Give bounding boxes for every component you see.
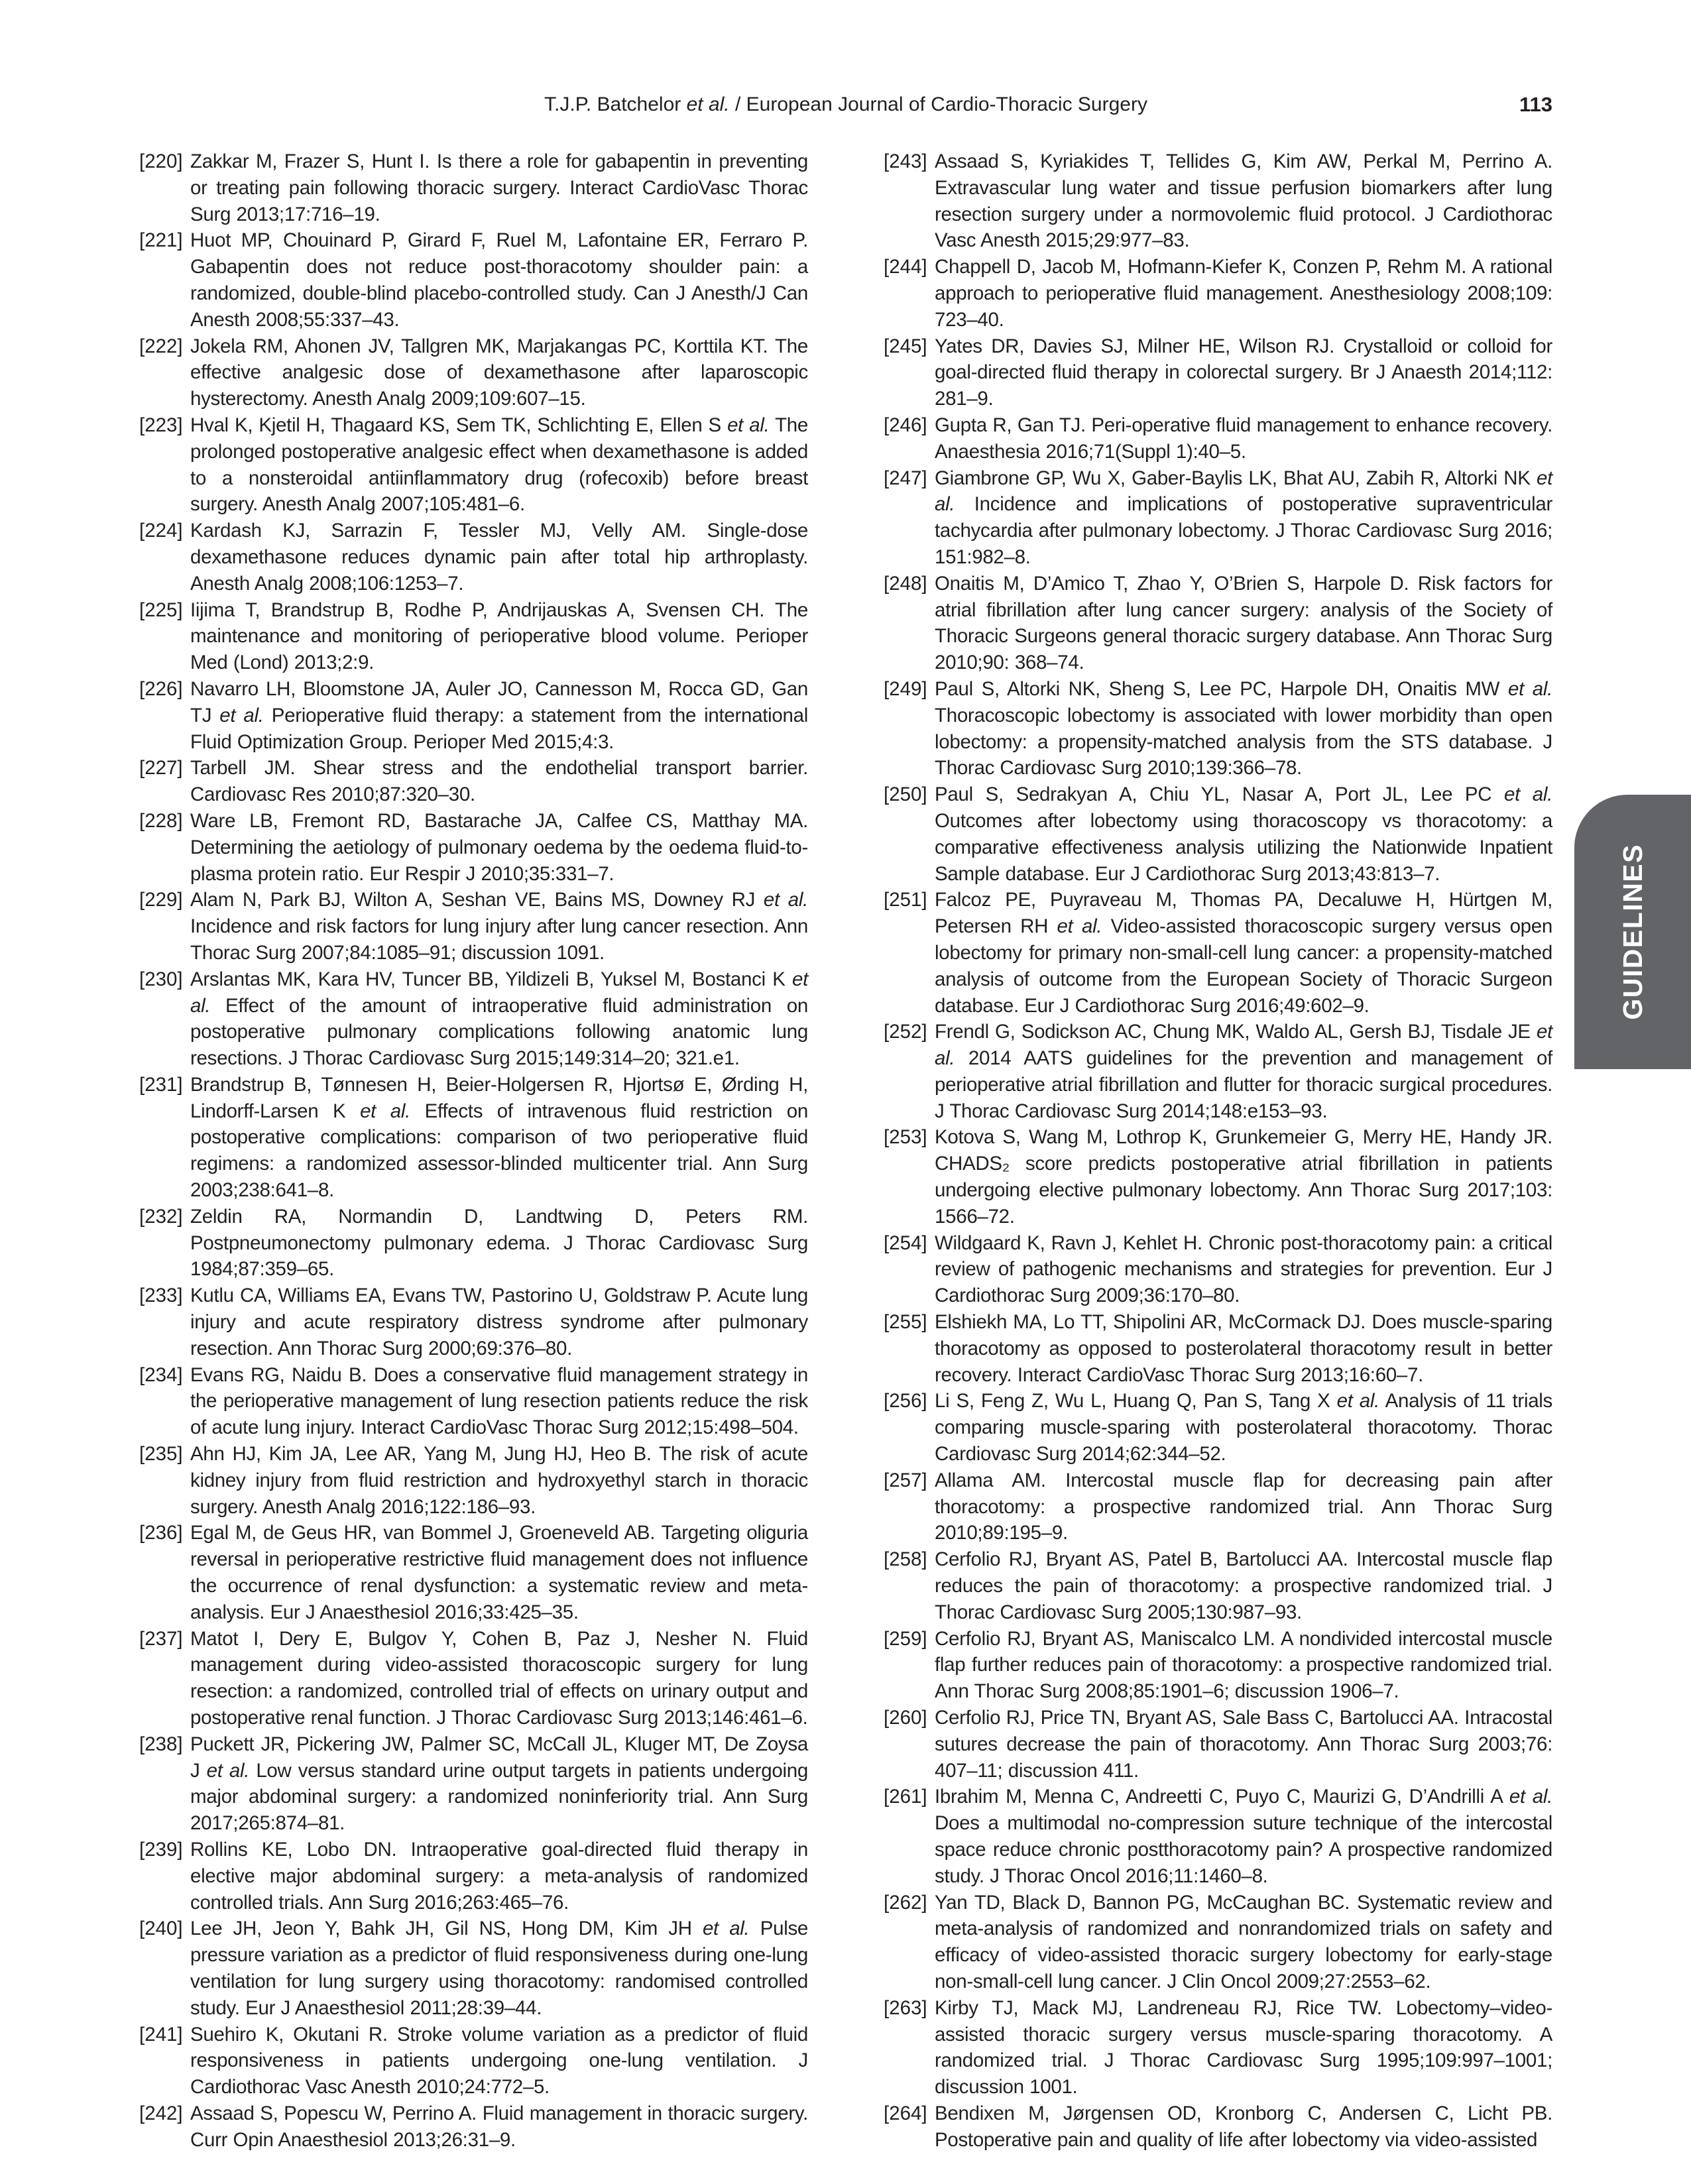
reference-text: Paul S, Altorki NK, Sheng S, Lee PC, Harpole DH, Onaitis MW et al. Thoracoscopic lobectomy is associated with lower morbidity than open lobectomy: a propensity-matched analysis from the STS database. J Thorac Cardiovasc Surg 2010;139:366–78.: [935, 677, 1552, 779]
reference-text: Brandstrup B, Tønnesen H, Beier-Holgersen R, Hjortsø E, Ørding H, Lindorff-Larsen K et al. Effects of intravenous fluid restriction on postoperative complications: comparison of two perioperative fluid regimens: a randomized assessor-blinded multicenter trial. Ann Surg 2003;238:641–8.: [190, 1073, 808, 1202]
reference-item: [139, 1626, 808, 1731]
reference-item: [884, 1890, 1552, 1995]
reference-number: [255]: [884, 1311, 927, 1334]
reference-text: Gupta R, Gan TJ. Peri-operative fluid management to enhance recovery. Anaesthesia 2016;71(Suppl 1):40–5.: [935, 414, 1552, 463]
reference-text: Tarbell JM. Shear stress and the endothelial transport barrier. Cardiovasc Res 2010;87:320–30.: [190, 757, 808, 806]
reference-item: [139, 1520, 808, 1625]
reference-number: [223]: [139, 414, 183, 436]
reference-number: [231]: [139, 1073, 183, 1096]
reference-item: [884, 1309, 1552, 1388]
reference-item: [884, 676, 1552, 781]
reference-number: [222]: [139, 335, 183, 357]
reference-number: [225]: [139, 599, 183, 621]
reference-number: [242]: [139, 2102, 183, 2124]
reference-number: [224]: [139, 520, 183, 542]
reference-number: [258]: [884, 1548, 927, 1571]
guidelines-tab-label: GUIDELINES: [1617, 844, 1648, 1020]
reference-item: [884, 1546, 1552, 1625]
reference-number: [238]: [139, 1733, 183, 1755]
references-column-right: [884, 148, 1552, 2154]
reference-item: [139, 518, 808, 597]
reference-text: Zeldin RA, Normandin D, Landtwing D, Peters RM. Postpneumonectomy pulmonary edema. J Thorac Cardiovasc Surg 1984;87:359–65.: [190, 1205, 808, 1281]
reference-item: [139, 1837, 808, 1916]
reference-item: [884, 1626, 1552, 1705]
reference-item: [139, 597, 808, 676]
reference-number: [240]: [139, 1918, 183, 1940]
reference-text: Hval K, Kjetil H, Thagaard KS, Sem TK, Schlichting E, Ellen S et al. The prolonged postoperative analgesic effect when dexamethasone is added to a nonsteroidal antiinflammatory drug (rofecoxib) before breast surgery. Anesth Analg 2007;105:481–6.: [190, 414, 809, 516]
reference-item: [139, 755, 808, 808]
guidelines-edge-tab: [1574, 795, 1691, 1069]
reference-item: [884, 254, 1552, 333]
reference-item: [884, 333, 1552, 412]
running-title: T.J.P. Batchelor et al. / European Journal of Cardio-Thoracic Surgery: [544, 93, 1147, 115]
reference-text: Cerfolio RJ, Bryant AS, Patel B, Bartolucci AA. Intercostal muscle flap reduces the pain of thoracotomy: a prospective randomized trial. J Thorac Cardiovasc Surg 2005;130:987–93.: [935, 1548, 1552, 1623]
reference-item: [884, 412, 1552, 465]
reference-number: [228]: [139, 809, 183, 832]
page-number: 113: [1519, 93, 1552, 116]
reference-item: [884, 1995, 1552, 2100]
reference-number: [244]: [884, 256, 927, 278]
reference-number: [229]: [139, 889, 183, 911]
reference-number: [226]: [139, 677, 183, 700]
reference-item: [139, 412, 808, 518]
reference-text: Arslantas MK, Kara HV, Tuncer BB, Yildizeli B, Yuksel M, Bostanci K et al. Effect of the amount of intraoperative fluid administration on postoperative pulmonary complications following anatomic lung resections. J Thorac Cardiovasc Surg 2015;149:314–20; 321.e1.: [190, 968, 808, 1070]
reference-number: [256]: [884, 1390, 927, 1412]
reference-number: [261]: [884, 1786, 927, 1808]
reference-number: [243]: [884, 150, 927, 172]
reference-number: [220]: [139, 150, 183, 172]
reference-text: Rollins KE, Lobo DN. Intraoperative goal-directed fluid therapy in elective major abdominal surgery: a meta-analysis of randomized controlled trials. Ann Surg 2016;263:465–76.: [190, 1839, 808, 1914]
reference-item: [139, 148, 808, 227]
reference-item: [884, 148, 1552, 254]
reference-item: [139, 966, 808, 1072]
reference-text: Evans RG, Naidu B. Does a conservative fluid management strategy in the perioperative management of lung resection patients reduce the risk of acute lung injury. Interact CardioVasc Thorac Surg 2012;15:498–504.: [190, 1363, 808, 1439]
reference-text: Huot MP, Chouinard P, Girard F, Ruel M, Lafontaine ER, Ferraro P. Gabapentin does not reduce post-thoracotomy shoulder pain: a randomized, double-blind placebo-controlled study. Can J Anesth/J Can Anesth 2008;55:337–43.: [190, 229, 808, 331]
reference-number: [254]: [884, 1232, 927, 1254]
reference-item: [139, 1204, 808, 1283]
reference-number: [227]: [139, 757, 183, 779]
reference-text: Puckett JR, Pickering JW, Palmer SC, McCall JL, Kluger MT, De Zoysa J et al. Low versus standard urine output targets in patients undergoing major abdominal surgery: a randomized noninferiority trial. Ann Surg 2017;265:874–81.: [190, 1733, 808, 1835]
reference-item: [884, 571, 1552, 676]
reference-text: Ibrahim M, Menna C, Andreetti C, Puyo C, Maurizi G, D’Andrilli A et al. Does a multimodal no-compression suture technique of the intercostal space reduce chronic postthoracotomy pain? A prospective randomized study. J Thorac Oncol 2016;11:1460–8.: [935, 1786, 1552, 1887]
reference-text: Ahn HJ, Kim JA, Lee AR, Yang M, Jung HJ, Heo B. The risk of acute kidney injury from fluid restriction and hydroxyethyl starch in thoracic surgery. Anesth Analg 2016;122:186–93.: [190, 1443, 808, 1518]
reference-number: [262]: [884, 1891, 927, 1914]
reference-item: [139, 1283, 808, 1361]
reference-number: [230]: [139, 968, 183, 990]
reference-item: [139, 227, 808, 333]
reference-item: [884, 1388, 1552, 1467]
reference-number: [257]: [884, 1469, 927, 1491]
page-header: [139, 91, 1552, 119]
reference-text: Paul S, Sedrakyan A, Chiu YL, Nasar A, Port JL, Lee PC et al. Outcomes after lobectomy using thoracoscopy vs thoracotomy: a comparative effectiveness analysis utilizing the Nationwide Inpatient Sample database. Eur J Cardiothorac Surg 2013;43:813–7.: [935, 783, 1553, 885]
reference-number: [259]: [884, 1627, 927, 1650]
reference-text: Egal M, de Geus HR, van Bommel J, Groeneveld AB. Targeting oliguria reversal in perioperative restrictive fluid management does not influence the occurrence of renal dysfunction: a systematic review and meta-analysis. Eur J Anaesthesiol 2016;33:425–35.: [190, 1522, 808, 1623]
reference-item: [139, 808, 808, 887]
reference-item: [139, 1916, 808, 2021]
reference-item: [139, 1362, 808, 1441]
reference-text: Chappell D, Jacob M, Hofmann-Kiefer K, Conzen P, Rehm M. A rational approach to perioperative fluid management. Anesthesiology 2008;109: 723–40.: [935, 256, 1552, 331]
reference-text: Iijima T, Brandstrup B, Rodhe P, Andrijauskas A, Svensen CH. The maintenance and monitoring of perioperative blood volume. Perioper Med (Lond) 2013;2:9.: [190, 599, 808, 674]
reference-item: [884, 1705, 1552, 1784]
reference-number: [263]: [884, 1996, 927, 2019]
reference-text: Li S, Feng Z, Wu L, Huang Q, Pan S, Tang X et al. Analysis of 11 trials comparing muscle-sparing with posterolateral thoracotomy. Thorac Cardiovasc Surg 2014;62:344–52.: [935, 1390, 1553, 1466]
reference-text: Suehiro K, Okutani R. Stroke volume variation as a predictor of fluid responsiveness in patients undergoing one-lung ventilation. J Cardiothorac Vasc Anesth 2010;24:772–5.: [190, 2023, 808, 2098]
reference-text: Kirby TJ, Mack MJ, Landreneau RJ, Rice TW. Lobectomy–video-assisted thoracic surgery versus muscle-sparing thoracotomy. A randomized trial. J Thorac Cardiovasc Surg 1995;109:997–1001; discussion 1001.: [935, 1996, 1552, 2098]
reference-item: [139, 333, 808, 412]
reference-text: Navarro LH, Bloomstone JA, Auler JO, Cannesson M, Rocca GD, Gan TJ et al. Perioperative fluid therapy: a statement from the international Fluid Optimization Group. Perioper Med 2015;4:3.: [190, 677, 808, 753]
reference-item: [884, 1467, 1552, 1546]
reference-number: [251]: [884, 889, 927, 911]
reference-item: [884, 781, 1552, 887]
reference-number: [221]: [139, 229, 183, 252]
reference-number: [248]: [884, 572, 927, 595]
reference-item: [139, 887, 808, 966]
reference-number: [245]: [884, 335, 927, 357]
reference-text: Yan TD, Black D, Bannon PG, McCaughan BC. Systematic review and meta-analysis of randomized and nonrandomized trials on safety and efficacy of video-assisted thoracic surgery lobectomy for early-stage non-small-cell lung cancer. J Clin Oncol 2009;27:2553–62.: [935, 1891, 1552, 1992]
reference-number: [264]: [884, 2102, 927, 2124]
reference-text: Bendixen M, Jørgensen OD, Kronborg C, Andersen C, Licht PB. Postoperative pain and quality of life after lobectomy via video-assisted: [935, 2102, 1552, 2151]
reference-text: Allama AM. Intercostal muscle flap for decreasing pain after thoracotomy: a prospective randomized trial. Ann Thorac Surg 2010;89:195–9.: [935, 1469, 1552, 1544]
reference-item: [884, 465, 1552, 571]
reference-item: [884, 2100, 1552, 2154]
reference-text: Matot I, Dery E, Bulgov Y, Cohen B, Paz J, Nesher N. Fluid management during video-assisted thoracoscopic surgery for lung resection: a randomized, controlled trial of effects on urinary output and postoperative renal function. J Thorac Cardiovasc Surg 2013;146:461–6.: [190, 1627, 808, 1729]
reference-number: [237]: [139, 1627, 183, 1650]
reference-text: Cerfolio RJ, Bryant AS, Maniscalco LM. A nondivided intercostal muscle flap further reduces pain of thoracotomy: a prospective randomized trial. Ann Thorac Surg 2008;85:1901–6; discussion 1906–7.: [935, 1627, 1552, 1703]
reference-item: [139, 1731, 808, 1837]
reference-text: Ware LB, Fremont RD, Bastarache JA, Calfee CS, Matthay MA. Determining the aetiology of pulmonary oedema by the oedema fluid-to-plasma protein ratio. Eur Respir J 2010;35:331–7.: [190, 809, 808, 885]
reference-text: Assaad S, Popescu W, Perrino A. Fluid management in thoracic surgery. Curr Opin Anaesthesiol 2013;26:31–9.: [190, 2102, 808, 2151]
reference-text: Giambrone GP, Wu X, Gaber-Baylis LK, Bhat AU, Zabih R, Altorki NK et al. Incidence and implications of postoperative supraventricular tachycardia after pulmonary lobectomy. J Thorac Cardiovasc Surg 2016; 151:982–8.: [935, 467, 1552, 568]
reference-text: Yates DR, Davies SJ, Milner HE, Wilson RJ. Crystalloid or colloid for goal-directed fluid therapy in colorectal surgery. Br J Anaesth 2014;112: 281–9.: [935, 335, 1552, 410]
reference-item: [884, 1124, 1552, 1230]
reference-item: [884, 1019, 1552, 1124]
reference-number: [239]: [139, 1839, 183, 1861]
reference-text: Lee JH, Jeon Y, Bahk JH, Gil NS, Hong DM, Kim JH et al. Pulse pressure variation as a predictor of fluid responsiveness during one-lung ventilation for lung surgery using thoracotomy: randomised controlled study. Eur J Anaesthesiol 2011;28:39–44.: [190, 1918, 809, 2019]
reference-item: [139, 2022, 808, 2100]
reference-item: [139, 1441, 808, 1520]
reference-item: [884, 887, 1552, 1019]
reference-text: Assaad S, Kyriakides T, Tellides G, Kim AW, Perkal M, Perrino A. Extravascular lung water and tissue perfusion biomarkers after lung resection surgery under a normovolemic fluid protocol. J Cardiothorac Vasc Anesth 2015;29:977–83.: [935, 150, 1552, 252]
reference-text: Kutlu CA, Williams EA, Evans TW, Pastorino U, Goldstraw P. Acute lung injury and acute respiratory distress syndrome after pulmonary resection. Ann Thorac Surg 2000;69:376–80.: [190, 1285, 808, 1359]
reference-item: [884, 1784, 1552, 1889]
reference-text: Onaitis M, D’Amico T, Zhao Y, O’Brien S, Harpole D. Risk factors for atrial fibrillation after lung cancer surgery: analysis of the Society of Thoracic Surgeons general thoracic surgery database. Ann Thorac Surg 2010;90: 368–74.: [935, 572, 1552, 674]
reference-text: Elshiekh MA, Lo TT, Shipolini AR, McCormack DJ. Does muscle-sparing thoracotomy as opposed to posterolateral thoracotomy result in better recovery. Interact CardioVasc Thorac Surg 2013;16:60–7.: [935, 1311, 1552, 1386]
reference-number: [252]: [884, 1021, 927, 1043]
reference-number: [236]: [139, 1522, 183, 1544]
reference-number: [233]: [139, 1285, 183, 1307]
reference-number: [235]: [139, 1443, 183, 1466]
reference-number: [247]: [884, 467, 927, 489]
reference-text: Jokela RM, Ahonen JV, Tallgren MK, Marjakangas PC, Korttila KT. The effective analgesic dose of dexamethasone after laparoscopic hysterectomy. Anesth Analg 2009;109:607–15.: [190, 335, 808, 410]
references-section: [139, 148, 1552, 2154]
reference-text: Wildgaard K, Ravn J, Kehlet H. Chronic post-thoracotomy pain: a critical review of pathogenic mechanisms and strategies for prevention. Eur J Cardiothorac Surg 2009;36:170–80.: [935, 1232, 1552, 1307]
reference-number: [246]: [884, 414, 927, 436]
references-column-left: [139, 148, 808, 2154]
reference-item: [884, 1230, 1552, 1309]
reference-number: [260]: [884, 1707, 927, 1729]
reference-number: [250]: [884, 783, 927, 806]
reference-text: Frendl G, Sodickson AC, Chung MK, Waldo AL, Gersh BJ, Tisdale JE et al. 2014 AATS guidelines for the prevention and management of perioperative atrial fibrillation and flutter for thoracic surgical procedures. J Thorac Cardiovasc Surg 2014;148:e153–93.: [935, 1021, 1552, 1122]
reference-item: [139, 676, 808, 755]
reference-text: Alam N, Park BJ, Wilton A, Seshan VE, Bains MS, Downey RJ et al. Incidence and risk factors for lung injury after lung cancer resection. Ann Thorac Surg 2007;84:1085–91; discussion 1091.: [190, 889, 809, 964]
reference-number: [253]: [884, 1126, 927, 1149]
reference-text: Falcoz PE, Puyraveau M, Thomas PA, Decaluwe H, Hürtgen M, Petersen RH et al. Video-assisted thoracoscopic surgery versus open lobectomy for primary non-small-cell lung cancer: a propensity-matched analysis of outcome from the European Society of Thoracic Surgeon database. Eur J Cardiothorac Surg 2016;49:602–9.: [935, 889, 1552, 1017]
reference-number: [241]: [139, 2023, 183, 2045]
reference-text: Cerfolio RJ, Price TN, Bryant AS, Sale Bass C, Bartolucci AA. Intracostal sutures decrease the pain of thoracotomy. Ann Thorac Surg 2003;76: 407–11; discussion 411.: [935, 1707, 1552, 1782]
reference-text: Kardash KJ, Sarrazin F, Tessler MJ, Velly AM. Single-dose dexamethasone reduces dynamic pain after total hip arthroplasty. Anesth Analg 2008;106:1253–7.: [190, 520, 808, 595]
reference-number: [249]: [884, 677, 927, 700]
reference-item: [139, 1072, 808, 1204]
reference-text: Zakkar M, Frazer S, Hunt I. Is there a role for gabapentin in preventing or treating pain following thoracic surgery. Interact CardioVasc Thorac Surg 2013;17:716–19.: [190, 150, 808, 225]
reference-item: [139, 2100, 808, 2154]
reference-text: Kotova S, Wang M, Lothrop K, Grunkemeier G, Merry HE, Handy JR. CHADS₂ score predicts postoperative atrial fibrillation in patients undergoing elective pulmonary lobectomy. Ann Thorac Surg 2017;103: 1566–72.: [935, 1126, 1552, 1228]
reference-number: [232]: [139, 1205, 183, 1228]
reference-number: [234]: [139, 1363, 183, 1386]
